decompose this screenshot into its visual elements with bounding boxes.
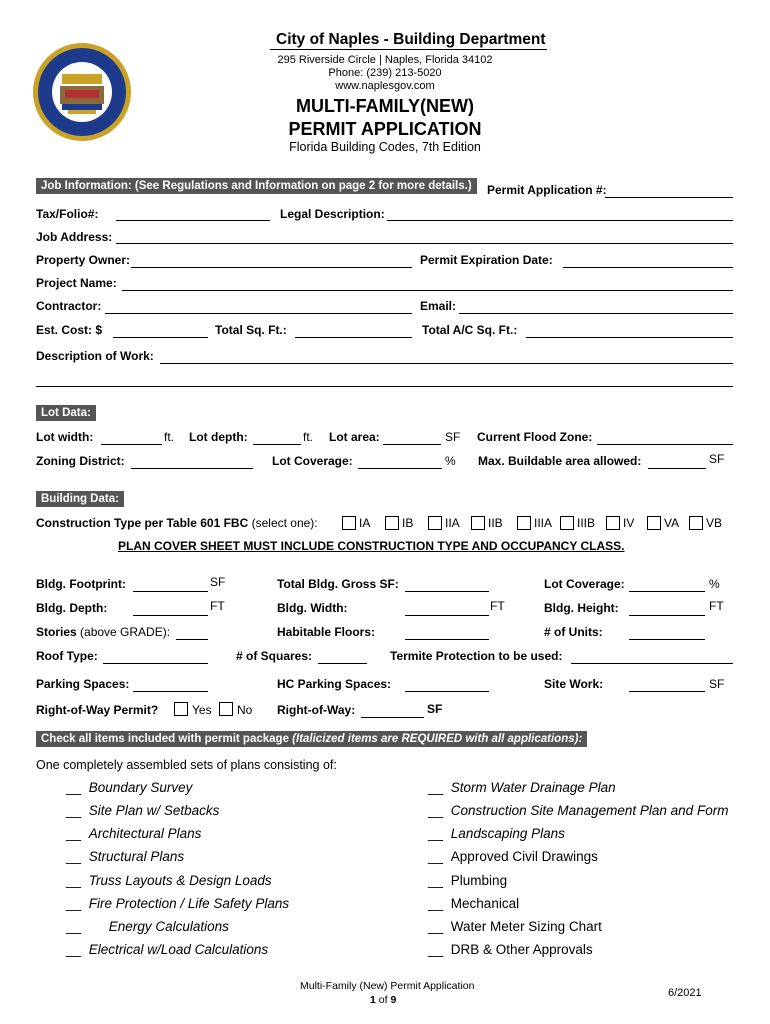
- checklist-item-label: Architectural Plans: [88, 826, 202, 841]
- lot-coverage-unit: %: [445, 454, 456, 468]
- lot-width-field[interactable]: [101, 444, 162, 445]
- checklist-intro: One completely assembled sets of plans consisting of:: [36, 758, 337, 772]
- checkbox-type-iv[interactable]: [606, 516, 620, 530]
- checklist-blank: __: [66, 873, 82, 888]
- form-title-line2: PERMIT APPLICATION: [288, 119, 482, 139]
- checklist-item-label: Structural Plans: [88, 849, 185, 864]
- bldg-lot-coverage-unit: %: [709, 577, 720, 591]
- bldg-footprint-label: Bldg. Footprint:: [36, 577, 126, 591]
- zoning-district-label: Zoning District:: [36, 454, 125, 468]
- checklist-item-site-plan[interactable]: [66, 803, 219, 818]
- checklist-blank: __: [428, 873, 444, 888]
- checklist-blank: __: [66, 803, 82, 818]
- num-units-field[interactable]: [629, 639, 705, 640]
- bldg-depth-unit: FT: [210, 599, 225, 613]
- type-vb-label: VB: [706, 516, 723, 530]
- checkbox-type-ib[interactable]: [385, 516, 399, 530]
- checklist-item-label: Boundary Survey: [88, 780, 193, 795]
- checklist-blank: __: [428, 803, 444, 818]
- checklist-item-label: Mechanical: [450, 896, 520, 911]
- checklist-blank: __: [66, 942, 82, 957]
- checkbox-type-iiib[interactable]: [560, 516, 574, 530]
- row-permit-no-checkbox[interactable]: [219, 702, 233, 716]
- form-subtitle: Florida Building Codes, 7th Edition: [289, 140, 481, 154]
- department-underline: [270, 49, 547, 50]
- permit-app-number-label: Permit Application #:: [487, 183, 607, 197]
- bldg-lot-coverage-field[interactable]: [629, 591, 705, 592]
- checklist-item-structural-plans[interactable]: [66, 849, 184, 864]
- legal-description-field[interactable]: [387, 220, 733, 221]
- checklist-item-construction-site-mgmt[interactable]: [428, 803, 728, 818]
- contractor-field[interactable]: [105, 313, 412, 314]
- parking-spaces-field[interactable]: [133, 691, 208, 692]
- footer-page-indicator: [370, 994, 396, 1006]
- checklist-item-label: Site Plan w/ Setbacks: [88, 803, 220, 818]
- building-data-section-bar: Building Data:: [36, 491, 124, 507]
- construction-type-label: Construction Type per Table 601 FBC: [36, 516, 249, 530]
- right-of-way-label: Right-of-Way:: [277, 703, 356, 717]
- bldg-footprint-unit: SF: [210, 575, 226, 589]
- checklist-item-water-meter[interactable]: [428, 919, 602, 934]
- current-flood-zone-field[interactable]: [597, 444, 733, 445]
- email-label: Email:: [420, 299, 457, 313]
- checklist-item-landscaping[interactable]: [428, 826, 565, 841]
- type-ia-label: IA: [359, 516, 371, 530]
- checklist-item-energy-calculations[interactable]: [66, 919, 229, 934]
- habitable-floors-label: Habitable Floors:: [277, 625, 376, 639]
- lot-area-label: Lot area:: [329, 430, 380, 444]
- total-ac-sqft-field[interactable]: [526, 337, 733, 338]
- checkbox-type-vb[interactable]: [689, 516, 703, 530]
- job-address-label: Job Address:: [36, 230, 113, 244]
- max-buildable-field[interactable]: [648, 468, 706, 469]
- bldg-height-unit: FT: [709, 599, 724, 613]
- footer-page-total: 9: [390, 994, 397, 1006]
- stories-field[interactable]: [176, 639, 208, 640]
- footer-date: 6/2021: [668, 987, 702, 999]
- checklist-blank: __: [66, 780, 82, 795]
- site-work-label: Site Work:: [544, 677, 604, 691]
- checklist-item-label: Plumbing: [450, 873, 508, 888]
- checklist-item-storm-water[interactable]: [428, 780, 616, 795]
- checklist-item-label: Construction Site Management Plan and Form: [450, 803, 729, 818]
- habitable-floors-field[interactable]: [405, 639, 489, 640]
- lot-width-label: Lot width:: [36, 430, 94, 444]
- checkbox-type-ia[interactable]: [342, 516, 356, 530]
- checklist-item-label: Truss Layouts & Design Loads: [88, 873, 272, 888]
- lot-depth-field[interactable]: [253, 444, 301, 445]
- checklist-blank: __: [428, 849, 444, 864]
- lot-data-section-bar: Lot Data:: [36, 405, 96, 421]
- est-cost-field[interactable]: [113, 337, 208, 338]
- checkbox-type-iia[interactable]: [428, 516, 442, 530]
- bldg-height-field[interactable]: [629, 615, 705, 616]
- type-ib-label: IB: [402, 516, 414, 530]
- checklist-blank: __: [428, 780, 444, 795]
- checklist-item-boundary-survey[interactable]: [66, 780, 192, 795]
- row-permit-no-label: No: [237, 703, 253, 717]
- above-grade-note: (above GRADE):: [80, 625, 171, 639]
- email-field[interactable]: [459, 313, 733, 314]
- department-address: 295 Riverside Circle | Naples, Florida 34102: [277, 54, 493, 66]
- checklist-item-label: DRB & Other Approvals: [450, 942, 593, 957]
- description-of-work-field[interactable]: [160, 363, 733, 364]
- checklist-item-label: Water Meter Sizing Chart: [450, 919, 602, 934]
- bldg-width-unit: FT: [490, 599, 505, 613]
- roof-type-field[interactable]: [103, 663, 208, 664]
- lot-coverage-field[interactable]: [358, 468, 442, 469]
- select-one-note: (select one):: [251, 516, 318, 530]
- lot-coverage-label: Lot Coverage:: [272, 454, 353, 468]
- stories-label: Stories: [36, 625, 77, 639]
- right-of-way-unit: SF: [427, 702, 443, 716]
- termite-protection-label: Termite Protection to be used:: [390, 649, 563, 663]
- checklist-blank: __: [428, 826, 444, 841]
- permit-expiration-label: Permit Expiration Date:: [420, 253, 553, 267]
- type-iv-label: IV: [623, 516, 635, 530]
- checklist-item-electrical[interactable]: [66, 942, 268, 957]
- total-gross-sf-label: Total Bldg. Gross SF:: [277, 577, 399, 591]
- checklist-item-label: Electrical w/Load Calculations: [88, 942, 269, 957]
- site-work-field[interactable]: [629, 691, 705, 692]
- total-sqft-label: Total Sq. Ft.:: [215, 323, 287, 337]
- project-name-label: Project Name:: [36, 276, 117, 290]
- property-owner-label: Property Owner:: [36, 253, 131, 267]
- type-iia-label: IIA: [445, 516, 460, 530]
- footer-page-of: of: [378, 994, 388, 1006]
- current-flood-zone-label: Current Flood Zone:: [477, 430, 593, 444]
- job-address-field[interactable]: [116, 243, 733, 244]
- footer-page-number: 1: [370, 994, 376, 1006]
- checklist-item-drb-approvals[interactable]: [428, 942, 593, 957]
- job-info-section-bar: Job Information: (See Regulations and Information on page 2 for more details.): [36, 178, 477, 194]
- type-iiib-label: IIIB: [577, 516, 596, 530]
- bldg-width-field[interactable]: [405, 615, 489, 616]
- permit-expiration-field[interactable]: [563, 267, 733, 268]
- row-permit-yes-checkbox[interactable]: [174, 702, 188, 716]
- lot-depth-unit: ft.: [303, 430, 314, 444]
- project-name-field[interactable]: [122, 290, 733, 291]
- description-of-work-field-line2[interactable]: [36, 386, 733, 387]
- checklist-item-fire-protection[interactable]: [66, 896, 289, 911]
- site-work-unit: SF: [709, 677, 725, 691]
- bldg-width-label: Bldg. Width:: [277, 601, 348, 615]
- checkbox-type-iib[interactable]: [471, 516, 485, 530]
- checklist-blank: __: [66, 849, 82, 864]
- legal-description-label: Legal Description:: [280, 207, 385, 221]
- stories-row-label: [36, 625, 170, 639]
- row-permit-label: Right-of-Way Permit?: [36, 703, 159, 717]
- checkbox-type-va[interactable]: [647, 516, 661, 530]
- checklist-item-mechanical[interactable]: [428, 896, 519, 911]
- type-iiia-label: IIIA: [534, 516, 553, 530]
- num-squares-label: # of Squares:: [236, 649, 313, 663]
- checklist-blank: __: [428, 919, 444, 934]
- checklist-section-label: Check all items included with permit package: [41, 733, 289, 745]
- bldg-depth-label: Bldg. Depth:: [36, 601, 108, 615]
- hc-parking-field[interactable]: [405, 691, 489, 692]
- lot-area-field[interactable]: [383, 444, 441, 445]
- department-website: www.naplesgov.com: [335, 80, 435, 92]
- checklist-item-architectural-plans[interactable]: [66, 826, 201, 841]
- total-sqft-field[interactable]: [295, 337, 412, 338]
- tax-folio-field[interactable]: [116, 220, 270, 221]
- max-buildable-label: Max. Buildable area allowed:: [478, 454, 642, 468]
- checklist-blank: __: [66, 919, 82, 934]
- row-permit-yes-label: Yes: [192, 703, 212, 717]
- checklist-item-label: Approved Civil Drawings: [450, 849, 598, 864]
- bldg-footprint-field[interactable]: [133, 591, 208, 592]
- description-of-work-label: Description of Work:: [36, 349, 154, 363]
- checklist-item-label: Landscaping Plans: [450, 826, 565, 841]
- checklist-item-label: Storm Water Drainage Plan: [450, 780, 616, 795]
- checklist-item-label: Fire Protection / Life Safety Plans: [88, 896, 290, 911]
- footer-doc-name: Multi-Family (New) Permit Application: [300, 980, 475, 992]
- lot-area-unit: SF: [445, 430, 461, 444]
- total-ac-sqft-label: Total A/C Sq. Ft.:: [422, 323, 518, 337]
- max-buildable-unit: SF: [709, 452, 725, 466]
- roof-type-label: Roof Type:: [36, 649, 98, 663]
- right-of-way-field[interactable]: [361, 717, 424, 718]
- checklist-blank: __: [428, 942, 444, 957]
- plan-cover-sheet-notice: PLAN COVER SHEET MUST INCLUDE CONSTRUCTION TYPE AND OCCUPANCY CLASS.: [118, 539, 625, 553]
- lot-width-unit: ft.: [164, 430, 175, 444]
- tax-folio-label: Tax/Folio#:: [36, 207, 99, 221]
- num-units-label: # of Units:: [544, 625, 603, 639]
- department-phone: Phone: (239) 213-5020: [328, 67, 442, 79]
- hc-parking-label: HC Parking Spaces:: [277, 677, 392, 691]
- total-gross-sf-field[interactable]: [405, 591, 489, 592]
- bldg-depth-field[interactable]: [133, 615, 208, 616]
- form-title-line1: MULTI-FAMILY(NEW): [296, 96, 474, 116]
- lot-depth-label: Lot depth:: [189, 430, 248, 444]
- department-name: City of Naples - Building Department: [276, 31, 546, 48]
- bldg-lot-coverage-label: Lot Coverage:: [544, 577, 625, 591]
- checklist-section-bar: [36, 731, 587, 747]
- checklist-blank: __: [66, 826, 82, 841]
- checkbox-type-iiia[interactable]: [517, 516, 531, 530]
- type-iib-label: IIB: [488, 516, 503, 530]
- contractor-label: Contractor:: [36, 299, 102, 313]
- num-squares-field[interactable]: [318, 663, 367, 664]
- termite-protection-field[interactable]: [571, 663, 733, 664]
- type-va-label: VA: [664, 516, 680, 530]
- property-owner-field[interactable]: [131, 267, 412, 268]
- est-cost-label: Est. Cost: $: [36, 323, 103, 337]
- checklist-item-approved-civil[interactable]: [428, 849, 598, 864]
- checklist-blank: __: [428, 896, 444, 911]
- parking-spaces-label: Parking Spaces:: [36, 677, 130, 691]
- construction-type-row: [36, 516, 318, 530]
- checklist-blank: __: [66, 896, 82, 911]
- bldg-height-label: Bldg. Height:: [544, 601, 619, 615]
- zoning-district-field[interactable]: [131, 468, 253, 469]
- checklist-item-plumbing[interactable]: [428, 873, 507, 888]
- checklist-section-note: (Italicized items are REQUIRED with all applications):: [292, 733, 583, 745]
- checklist-item-label: Energy Calculations: [108, 919, 229, 934]
- checklist-item-truss-layouts[interactable]: [66, 873, 272, 888]
- permit-app-number-field[interactable]: [605, 197, 733, 198]
